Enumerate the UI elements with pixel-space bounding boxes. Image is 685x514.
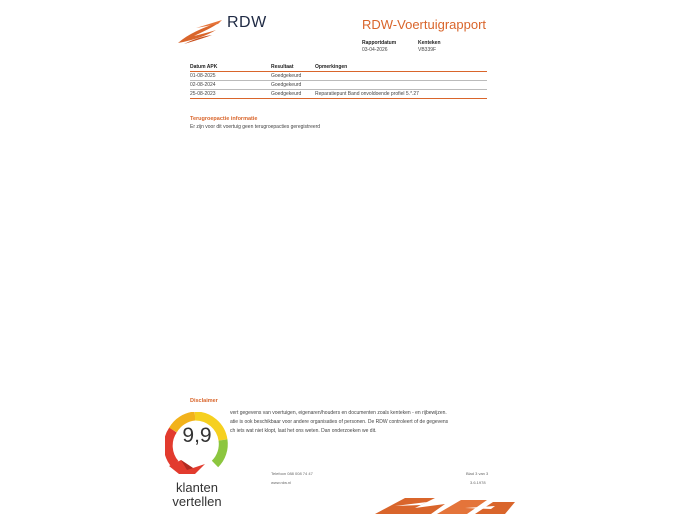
table-row-divider	[190, 89, 487, 90]
column-header-opmerkingen: Opmerkingen	[315, 64, 348, 70]
table-cell-resultaat: Goedgekeurd	[271, 73, 302, 79]
footer-code: 3.6.1978	[470, 480, 486, 485]
logo-text: RDW	[227, 14, 267, 31]
rapportdatum-value: 03-04-2026	[362, 47, 388, 53]
column-header-datum: Datum APK	[190, 64, 218, 70]
disclaimer-heading: Disclaimer	[190, 398, 218, 404]
table-cell-resultaat: Goedgekeurd	[271, 82, 302, 88]
footer-stripes-graphic	[375, 496, 525, 514]
badge-label-klanten: klanten	[176, 480, 218, 495]
kenteken-label: Kenteken	[418, 40, 441, 46]
disclaimer-line: atie is ook beschikbaar voor andere organisaties of personen. De RDW controleert of de gegevens	[230, 419, 449, 425]
terugroep-heading: Terugroepactie informatie	[190, 116, 258, 122]
footer-website: www.rdw.nl	[271, 480, 292, 485]
table-footer-rule	[190, 98, 487, 99]
rdw-logo-icon	[176, 18, 224, 46]
footer-page-number: Blad 3 van 3	[466, 471, 489, 476]
table-row-divider	[190, 80, 487, 81]
terugroep-text: Er zijn voor dit voertuig geen terugroepacties geregistreerd	[190, 124, 321, 130]
disclaimer-line: ch iets wat niet klopt, laat het ons weten. Dan onderzoeken we dit.	[230, 428, 377, 434]
table-cell-opmerkingen: Reparatiepunt Band onvoldoende profiel 5.*.27	[315, 91, 419, 97]
footer-phone: Telefoon 088 008 74 47	[271, 471, 313, 476]
disclaimer-line: vert gegevens van voertuigen, eigenaren/houders en documenten zoals kenteken - en rijbewijzen.	[230, 410, 447, 416]
rating-score: 9,9	[182, 424, 212, 447]
table-cell-datum: 02-08-2024	[190, 82, 216, 88]
kenteken-value: VB339F	[418, 47, 437, 53]
table-header-rule	[190, 71, 487, 72]
table-cell-datum: 01-08-2025	[190, 73, 216, 79]
klanten-vertellen-badge[interactable]	[162, 412, 232, 512]
table-cell-resultaat: Goedgekeurd	[271, 91, 302, 97]
badge-label-vertellen: vertellen	[172, 494, 222, 509]
report-title: RDW-Voertuigrapport	[362, 17, 487, 32]
column-header-resultaat: Resultaat	[271, 64, 294, 70]
rapportdatum-label: Rapportdatum	[362, 40, 397, 46]
table-cell-datum: 25-08-2023	[190, 91, 216, 97]
